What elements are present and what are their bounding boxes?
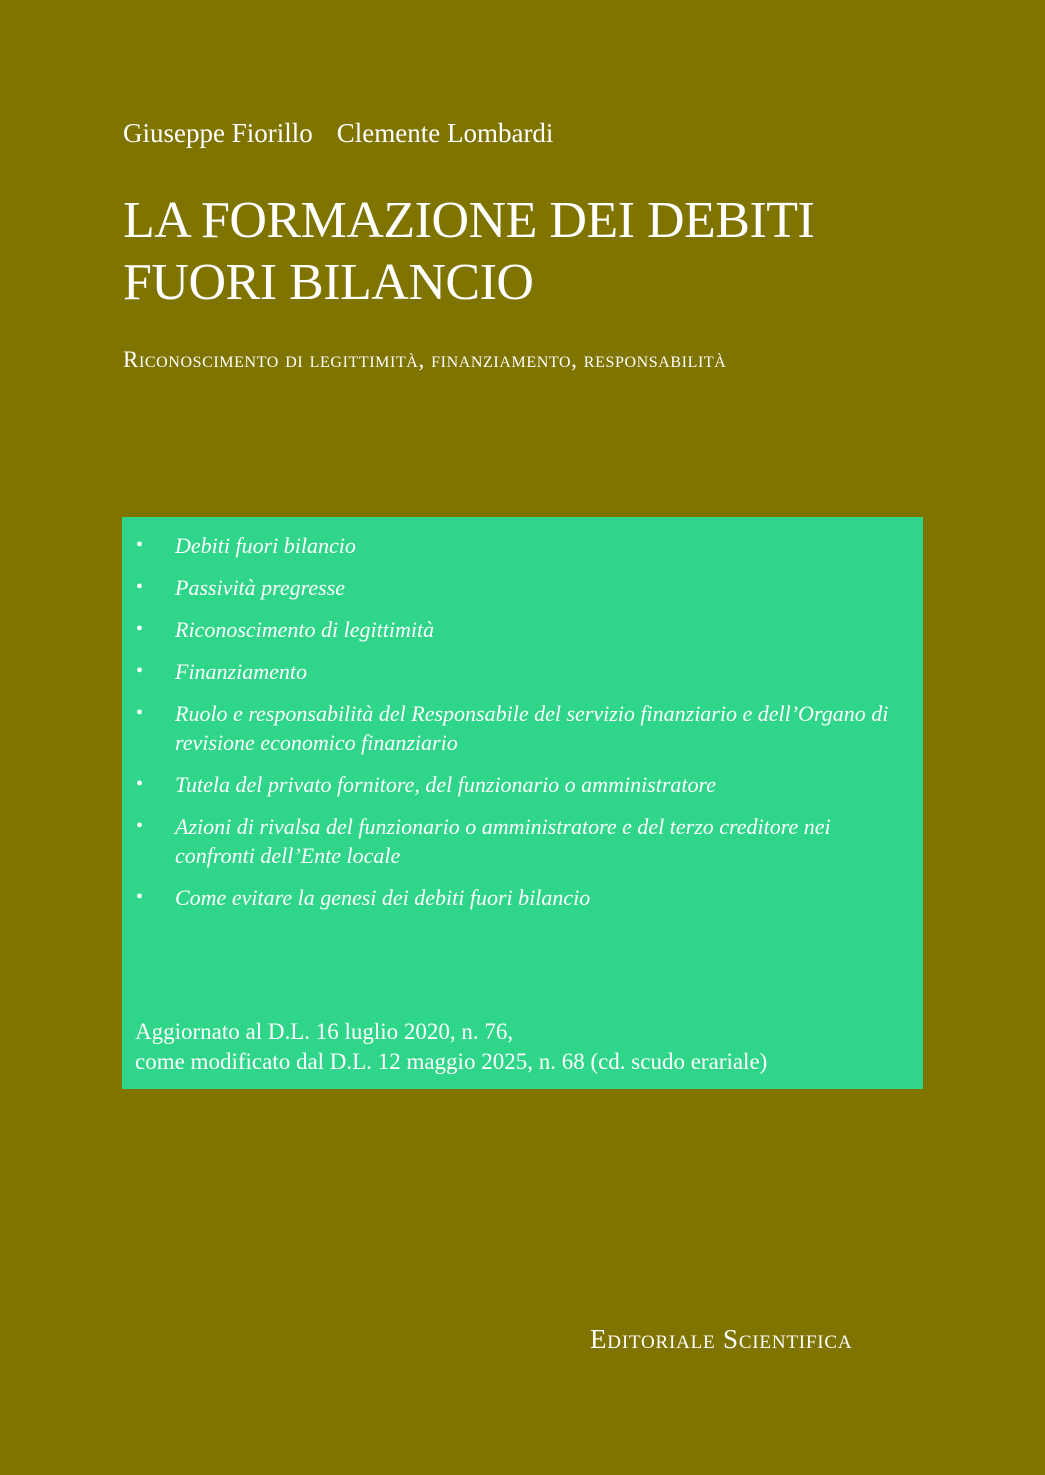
authors [123, 118, 553, 149]
list-item [122, 573, 912, 602]
topic-text: Finanziamento [175, 659, 307, 684]
topic-text: Debiti fuori bilancio [175, 533, 356, 558]
topic-text: Tutela del privato fornitore, del funzionario o amministratore [175, 772, 717, 797]
list-item [122, 699, 912, 757]
title-line: LA FORMAZIONE DEI DEBITI [123, 192, 815, 249]
topics-panel [122, 517, 923, 1089]
list-item [122, 883, 912, 912]
author-name: Giuseppe Fiorillo [123, 118, 313, 148]
list-item [122, 770, 912, 799]
bullet-icon: • [136, 618, 144, 640]
update-note [135, 1017, 767, 1077]
bullet-icon: • [136, 534, 144, 556]
list-item [122, 812, 912, 870]
bullet-icon: • [136, 886, 144, 908]
list-item [122, 615, 912, 644]
book-subtitle: Riconoscimento di legittimità, finanziamento, responsabilità [123, 347, 727, 372]
bullet-icon: • [136, 702, 144, 724]
list-item [122, 531, 912, 560]
bullet-icon: • [136, 576, 144, 598]
bullet-icon: • [136, 815, 144, 837]
title-line: FUORI BILANCIO [123, 254, 534, 311]
topic-text: Riconoscimento di legittimità [175, 617, 435, 642]
topic-text: Ruolo e responsabilità del Responsabile del servizio finanziario e dell’Organo di revisione economico finanziario [175, 701, 889, 755]
publisher-name: Editoriale Scientifica [590, 1324, 853, 1354]
book-title [123, 190, 983, 314]
author-name: Clemente Lombardi [336, 118, 554, 148]
topic-text: Azioni di rivalsa del funzionario o amministratore e del terzo creditore nei confronti dell’Ente locale [175, 814, 831, 868]
list-item [122, 657, 912, 686]
topic-text: Come evitare la genesi dei debiti fuori bilancio [175, 885, 591, 910]
update-note-line: come modificato dal D.L. 12 maggio 2025, n. 68 (cd. scudo erariale) [135, 1049, 768, 1074]
topics-list [122, 531, 912, 925]
topic-text: Passività pregresse [175, 575, 346, 600]
update-note-line: Aggiornato al D.L. 16 luglio 2020, n. 76, [135, 1019, 514, 1044]
bullet-icon: • [136, 660, 144, 682]
bullet-icon: • [136, 773, 144, 795]
